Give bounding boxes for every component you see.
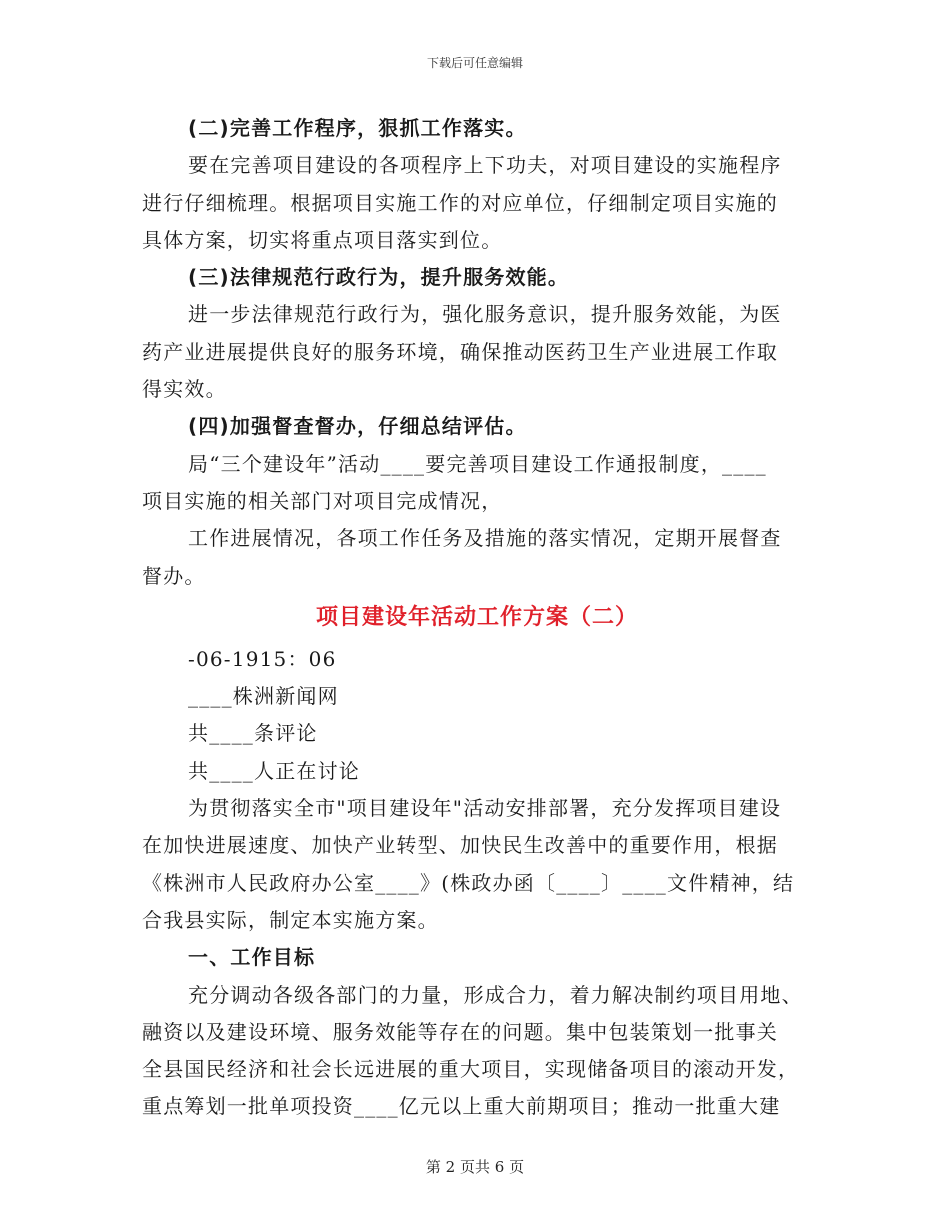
section-heading: 一、工作目标	[188, 945, 316, 970]
paragraph-line: 进一步法律规范行政行为，强化服务意识，提升服务效能，为医	[188, 302, 782, 327]
paragraph-line: ____株洲新闻网	[188, 684, 339, 709]
paragraph-line: 合我县实际，制定本实施方案。	[142, 907, 439, 932]
section-heading: (三)法律规范行政行为，提升服务效能。	[188, 265, 570, 290]
paragraph-line: 要在完善项目建设的各项程序上下功夫，对项目建设的实施程序	[188, 153, 782, 178]
paragraph-line: 局“三个建设年”活动____要完善项目建设工作通报制度，____	[188, 451, 767, 476]
paragraph-line: 重点筹划一批单项投资____亿元以上重大前期项目；推动一批重大建	[142, 1094, 781, 1119]
paragraph-line: 共____条评论	[188, 721, 318, 746]
page-footer: 第 2 页共 6 页	[425, 1158, 525, 1176]
paragraph-line: -06-1915：06	[188, 646, 337, 671]
section-title: 项目建设年活动工作方案（二）	[315, 604, 638, 630]
paragraph-line: 督办。	[142, 563, 206, 588]
paragraph-line: 《株洲市人民政府办公室____》(株政办函〔____〕____文件精神，结	[142, 870, 795, 895]
paragraph-line: 全县国民经济和社会长远进展的重大项目，实现储备项目的滚动开发，	[142, 1057, 800, 1082]
paragraph-line: 充分调动各级各部门的力量，形成合力，着力解决制约项目用地、	[188, 982, 803, 1007]
paragraph-line: 为贯彻落实全市"项目建设年"活动安排部署，充分发挥项目建设	[188, 796, 782, 821]
header-note: 下载后可任意编辑	[426, 56, 523, 70]
section-heading: (四)加强督查督办，仔细总结评估。	[188, 414, 527, 439]
paragraph-line: 在加快进展速度、加快产业转型、加快民生改善中的重要作用，根据	[142, 833, 778, 858]
section-heading: (二)完善工作程序，狠抓工作落实。	[188, 116, 527, 140]
paragraph-line: 共____人正在讨论	[188, 758, 360, 783]
paragraph-line: 进行仔细梳理。根据项目实施工作的对应单位，仔细制定项目实施的	[142, 190, 778, 215]
paragraph-line: 药产业进展提供良好的服务环境，确保推动医药卫生产业进展工作取	[142, 339, 778, 364]
paragraph-line: 工作进展情况，各项工作任务及措施的落实情况，定期开展督查	[188, 526, 782, 551]
document-body	[142, 110, 812, 1126]
paragraph-line: 具体方案，切实将重点项目落实到位。	[142, 227, 503, 252]
paragraph-line: 融资以及建设环境、服务效能等存在的问题。集中包装策划一批事关	[142, 1019, 778, 1044]
paragraph-line: 项目实施的相关部门对项目完成情况，	[142, 488, 503, 513]
paragraph-line: 得实效。	[142, 377, 227, 402]
